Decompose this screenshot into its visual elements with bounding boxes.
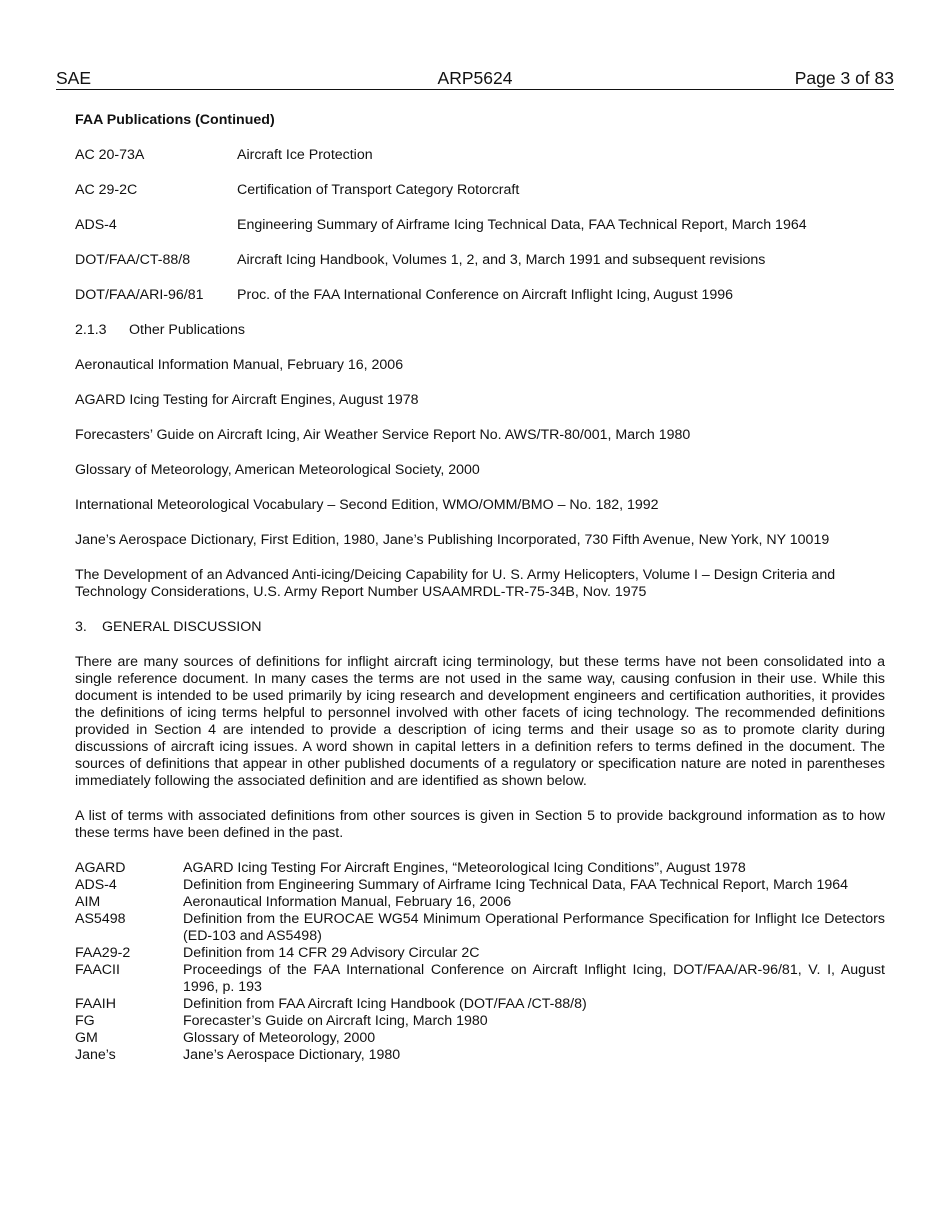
publication-entry: Forecasters’ Guide on Aircraft Icing, Air Weather Service Report No. AWS/TR-80/001, March 1980 [75, 427, 691, 443]
reference-title: Proc. of the FAA International Conference on Aircraft Inflight Icing, August 1996 [237, 287, 734, 303]
abbreviation-definition: Aeronautical Information Manual, February 16, 2006 [183, 894, 512, 910]
reference-title: Aircraft Icing Handbook, Volumes 1, 2, and 3, March 1991 and subsequent revisions [237, 252, 766, 268]
reference-title: Aircraft Ice Protection [237, 147, 373, 163]
abbreviation-definition: Proceedings of the FAA International Conference on Aircraft Inflight Icing, DOT/FAA/AR-96/81, V. I, August 1996, p. 193 [183, 962, 885, 995]
section-heading-general-discussion [75, 619, 885, 636]
section-number: 2.1.3 [75, 322, 107, 338]
abbreviation-row [75, 962, 885, 996]
abbreviation-row [75, 894, 885, 911]
header-publisher: SAE [56, 68, 92, 88]
header-document-number: ARP5624 [437, 68, 513, 88]
section-title: GENERAL DISCUSSION [102, 619, 262, 635]
abbreviation-definition: Definition from the EUROCAE WG54 Minimum Operational Performance Specification for Inflight Ice Detectors (ED-103 and AS5498) [183, 911, 885, 944]
abbreviation-row [75, 996, 885, 1013]
abbreviation-definition: Definition from 14 CFR 29 Advisory Circular 2C [183, 945, 480, 961]
abbreviation-code: FAA29-2 [75, 945, 131, 961]
abbreviation-row [75, 945, 885, 962]
abbreviation-definition: Glossary of Meteorology, 2000 [183, 1030, 376, 1046]
abbreviation-row [75, 1013, 885, 1030]
abbreviation-row [75, 911, 885, 945]
reference-code: DOT/FAA/ARI-96/81 [75, 287, 204, 303]
abbreviation-definition: Forecaster’s Guide on Aircraft Icing, March 1980 [183, 1013, 488, 1029]
abbreviation-code: AIM [75, 894, 101, 910]
faa-reference-row [75, 252, 885, 269]
page-header [56, 68, 894, 90]
reference-title: Certification of Transport Category Rotorcraft [237, 182, 520, 198]
reference-code: AC 29-2C [75, 182, 138, 198]
source-abbreviation-list [75, 860, 885, 1064]
page-body [75, 112, 885, 1064]
faa-reference-row [75, 147, 885, 164]
publication-entry: Jane’s Aerospace Dictionary, First Edition, 1980, Jane’s Publishing Incorporated, 730 Fifth Avenue, New York, NY 10019 [75, 532, 830, 548]
abbreviation-code: Jane’s [75, 1047, 116, 1063]
abbreviation-code: AGARD [75, 860, 126, 876]
header-page-number: Page 3 of 83 [794, 68, 894, 88]
abbreviation-definition: Definition from Engineering Summary of Airframe Icing Technical Data, FAA Technical Report, March 1964 [183, 877, 849, 893]
abbreviation-code: FAACII [75, 962, 120, 978]
abbreviation-row [75, 1030, 885, 1047]
publication-entry: Glossary of Meteorology, American Meteorological Society, 2000 [75, 462, 480, 478]
abbreviation-code: FAAIH [75, 996, 116, 1012]
abbreviation-definition: AGARD Icing Testing For Aircraft Engines, “Meteorological Icing Conditions”, August 1978 [183, 860, 746, 876]
section-heading-other-publications [75, 322, 885, 339]
reference-code: DOT/FAA/CT-88/8 [75, 252, 191, 268]
abbreviation-definition: Jane’s Aerospace Dictionary, 1980 [183, 1047, 401, 1063]
publication-entry: Aeronautical Information Manual, February 16, 2006 [75, 357, 404, 373]
reference-code: ADS-4 [75, 217, 117, 233]
faa-reference-row [75, 182, 885, 199]
abbreviation-row [75, 877, 885, 894]
section-title: Other Publications [129, 322, 245, 338]
reference-code: AC 20-73A [75, 147, 145, 163]
section-number: 3. [75, 619, 87, 635]
abbreviation-row [75, 1047, 885, 1064]
abbreviation-code: GM [75, 1030, 98, 1046]
abbreviation-definition: Definition from FAA Aircraft Icing Handbook (DOT/FAA /CT-88/8) [183, 996, 587, 1012]
abbreviation-code: ADS-4 [75, 877, 117, 893]
publication-entry: The Development of an Advanced Anti-icing/Deicing Capability for U. S. Army Helicopters, Volume I – Design Criteria and Technology Considerations, U.S. Army Report Number USAAMRDL-TR-75-34B, Nov. 1975 [75, 567, 836, 600]
faa-publications-heading: FAA Publications (Continued) [75, 112, 275, 128]
general-discussion-paragraph-2: A list of terms with associated definitions from other sources is given in Section 5 to provide background information as to how these terms have been defined in the past. [75, 808, 885, 841]
publication-entry: AGARD Icing Testing for Aircraft Engines, August 1978 [75, 392, 419, 408]
faa-reference-row [75, 287, 885, 304]
general-discussion-paragraph-1: There are many sources of definitions for inflight aircraft icing terminology, but these terms have not been consolidated into a single reference document. In many cases the terms are not used in the same way, causing confusion in their use. While this document is intended to be used primarily by icing research and development engineers and certification authorities, it provides the definitions of icing terms helpful to personnel involved with other facets of icing technology. The recommended definitions provided in Section 4 are intended to provide a description of icing terms and their usage so as to promote clarity during discussions of aircraft icing issues. A word shown in capital letters in a definition refers to terms defined in the document. The sources of definitions that appear in other published documents of a regulatory or specification nature are noted in parentheses immediately following the associated definition and are identified as shown below. [75, 654, 885, 789]
faa-reference-row [75, 217, 885, 234]
reference-title: Engineering Summary of Airframe Icing Technical Data, FAA Technical Report, March 1964 [237, 217, 807, 233]
abbreviation-code: AS5498 [75, 911, 126, 927]
abbreviation-code: FG [75, 1013, 95, 1029]
abbreviation-row [75, 860, 885, 877]
publication-entry: International Meteorological Vocabulary – Second Edition, WMO/OMM/BMO – No. 182, 1992 [75, 497, 659, 513]
